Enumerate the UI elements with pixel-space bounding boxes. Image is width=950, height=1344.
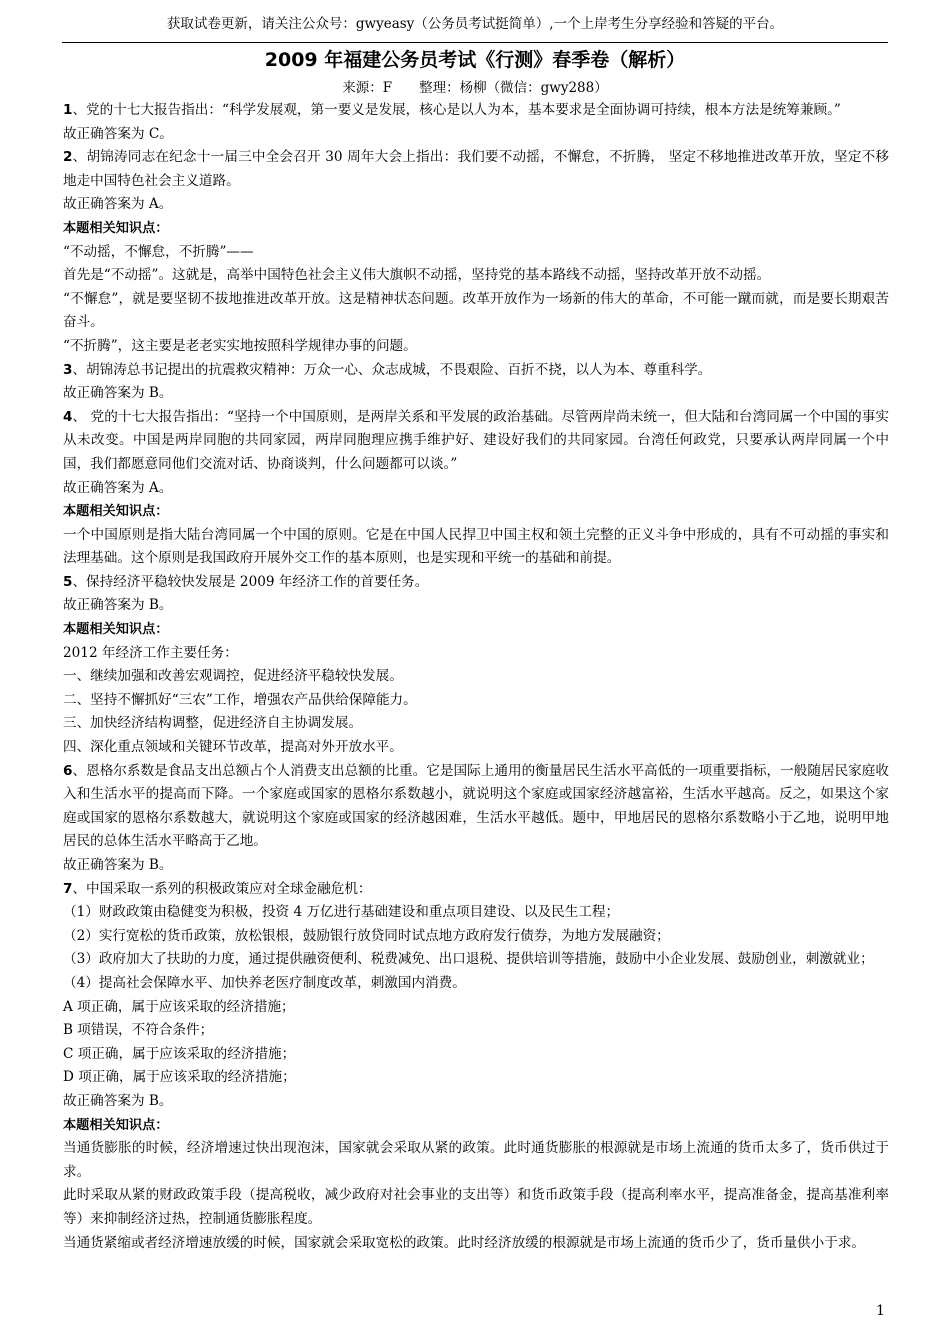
answer-7: 故正确答案为 B。 [63, 1092, 173, 1109]
document-source: 来源：F 整理：杨柳（微信：gwy288） [342, 80, 608, 96]
question-text: 、保持经济平稳较快发展是 2009 年经济工作的首要任务。 [72, 573, 429, 590]
knowledge-line: 当通货膨胀的时候，经济增速过快出现泡沫，国家就会采取从紧的政策。此时通货膨胀的根源就是市场上流通的货币太多了，货币供过于求。 [63, 1140, 889, 1180]
page-number: 1 [876, 1303, 885, 1319]
question-7 [63, 878, 889, 902]
answer-6: 故正确答案为 B。 [63, 857, 173, 873]
knowledge-heading-2: 本题相关知识点： [63, 220, 169, 236]
question-5 [63, 571, 889, 595]
question-6 [63, 760, 889, 854]
option-analysis: A 项正确，属于应该采取的经济措施； [63, 998, 295, 1015]
list-item: （1）财政政策由稳健变为积极，投资 4 万亿进行基础建设和重点项目建设、以及民生工程； [63, 904, 620, 921]
option-analysis: D 项正确，属于应该采取的经济措施； [63, 1069, 296, 1086]
knowledge-line: “不折腾”，这主要是老老实实地按照科学规律办事的问题。 [63, 337, 417, 354]
question-number: 7 [63, 880, 73, 897]
knowledge-line: 2012 年经济工作主要任务： [63, 644, 238, 661]
knowledge-line: 一个中国原则是指大陆台湾同属一个中国的原则。它是在中国人民捍卫中国主权和领土完整的正义斗争中形成的，具有不可动摇的事实和法理基础。这个原则是我国政府开展外交工作的基本原则，也是实现和平统一的基础和前提。 [63, 526, 889, 567]
question-number: 3 [63, 361, 73, 378]
knowledge-line: 二、坚持不懈抓好“三农”工作，增强农产品供给保障能力。 [63, 691, 417, 708]
document-body [63, 99, 889, 1255]
question-number: 2 [63, 149, 73, 166]
knowledge-line: 一、继续加强和改善宏观调控，促进经济平稳较快发展。 [63, 668, 403, 685]
question-text: 、 党的十七大报告指出：“坚持一个中国原则，是两岸关系和平发展的政治基础。尽管两岸尚未统一，但大陆和台湾同属一个中国的事实从未改变。中国是两岸同胞的共同家园，两岸同胞理应携手维护好、建设好我们的共同家园。台湾任何政党，只要承认两岸同属一个中国，我们都愿意同他们交流对话、协商谈判，什么问题都可以谈。” [63, 408, 889, 472]
list-item: （3）政府加大了扶助的力度，通过提供融资便利、税费减免、出口退税、提供培训等措施，鼓励中小企业发展、鼓励创业，刺激就业； [63, 951, 874, 968]
question-1 [63, 99, 889, 123]
knowledge-line: “不懈怠”，就是要坚韧不拔地推进改革开放。这是精神状态问题。改革开放作为一场新的伟大的革命，不可能一蹴而就，而是要长期艰苦奋斗。 [63, 290, 889, 331]
header-divider [62, 42, 888, 43]
header-note: 获取试卷更新，请关注公众号：gwyeasy（公务员考试挺简单）,一个上岸考生分享经验和答疑的平台。 [166, 16, 784, 32]
question-text: 、胡锦涛总书记提出的抗震救灾精神：万众一心、众志成城，不畏艰险、百折不挠，以人为本、尊重科学。 [72, 361, 712, 378]
question-number: 4 [63, 408, 73, 425]
answer-1: 故正确答案为 C。 [63, 125, 173, 142]
answer-5: 故正确答案为 B。 [63, 597, 173, 614]
question-text: 、党的十七大报告指出：“科学发展观，第一要义是发展，核心是以人为本，基本要求是全面协调可持续，根本方法是统筹兼顾。” [72, 102, 841, 118]
question-number: 5 [63, 573, 73, 590]
question-number: 6 [63, 762, 73, 779]
answer-4: 故正确答案为 A。 [63, 479, 173, 496]
knowledge-line: 三、加快经济结构调整，促进经济自主协调发展。 [63, 715, 363, 732]
question-text: 、胡锦涛同志在纪念十一届三中全会召开 30 周年大会上指出：我们要不动摇，不懈怠，不折腾， 坚定不移地推进改革开放，坚定不移地走中国特色社会主义道路。 [63, 149, 889, 189]
answer-3: 故正确答案为 B。 [63, 385, 173, 402]
answer-2: 故正确答案为 A。 [63, 196, 173, 213]
knowledge-heading-4: 本题相关知识点： [63, 504, 169, 520]
option-analysis: B 项错误，不符合条件； [63, 1022, 214, 1039]
list-item: （4）提高社会保障水平、加快养老医疗制度改革，刺激国内消费。 [63, 974, 466, 991]
knowledge-line: 四、深化重点领域和关键环节改革，提高对外开放水平。 [63, 739, 403, 756]
question-2 [63, 146, 889, 193]
knowledge-heading-5: 本题相关知识点： [63, 622, 169, 638]
knowledge-line: 首先是“不动摇”。这就是，高举中国特色社会主义伟大旗帜不动摇，坚持党的基本路线不动摇，坚持改革开放不动摇。 [63, 267, 771, 284]
knowledge-heading-7: 本题相关知识点： [63, 1117, 169, 1133]
question-text: 、恩格尔系数是食品支出总额占个人消费支出总额的比重。它是国际上通用的衡量居民生活水平高低的一项重要指标，一般随居民家庭收入和生活水平的提高而下降。一个家庭或国家的恩格尔系数越小，就说明这个家庭或国家经济越富裕，生活水平越高。反之，如果这个家庭或国家的恩格尔系数越大，就说明这个家庭或国家的经济越困难，生活水平越低。题中，甲地居民的恩格尔系数略小于乙地，说明甲地居民的总体生活水平略高于乙地。 [63, 762, 889, 850]
option-analysis: C 项正确，属于应该采取的经济措施； [63, 1045, 296, 1062]
question-text: 、中国采取一系列的积极政策应对全球金融危机： [72, 880, 372, 897]
document-title: 2009 年福建公务员考试《行测》春季卷（解析） [264, 49, 686, 71]
list-item: （2）实行宽松的货币政策，放松银根，鼓励银行放贷同时试点地方政府发行债券，为地方发展融资； [63, 927, 670, 944]
question-3 [63, 359, 889, 383]
knowledge-line: 当通货紧缩或者经济增速放缓的时候，国家就会采取宽松的政策。此时经济放缓的根源就是市场上流通的货币少了，货币量供小于求。 [63, 1234, 866, 1251]
knowledge-line: “不动摇，不懈怠，不折腾”—— [63, 243, 254, 260]
knowledge-line: 此时采取从紧的财政政策手段（提高税收，减少政府对社会事业的支出等）和货币政策手段（提高利率水平，提高准备金，提高基准利率等）来抑制经济过热，控制通货膨胀程度。 [63, 1187, 889, 1227]
question-number: 1 [63, 102, 73, 118]
question-4 [63, 406, 889, 477]
